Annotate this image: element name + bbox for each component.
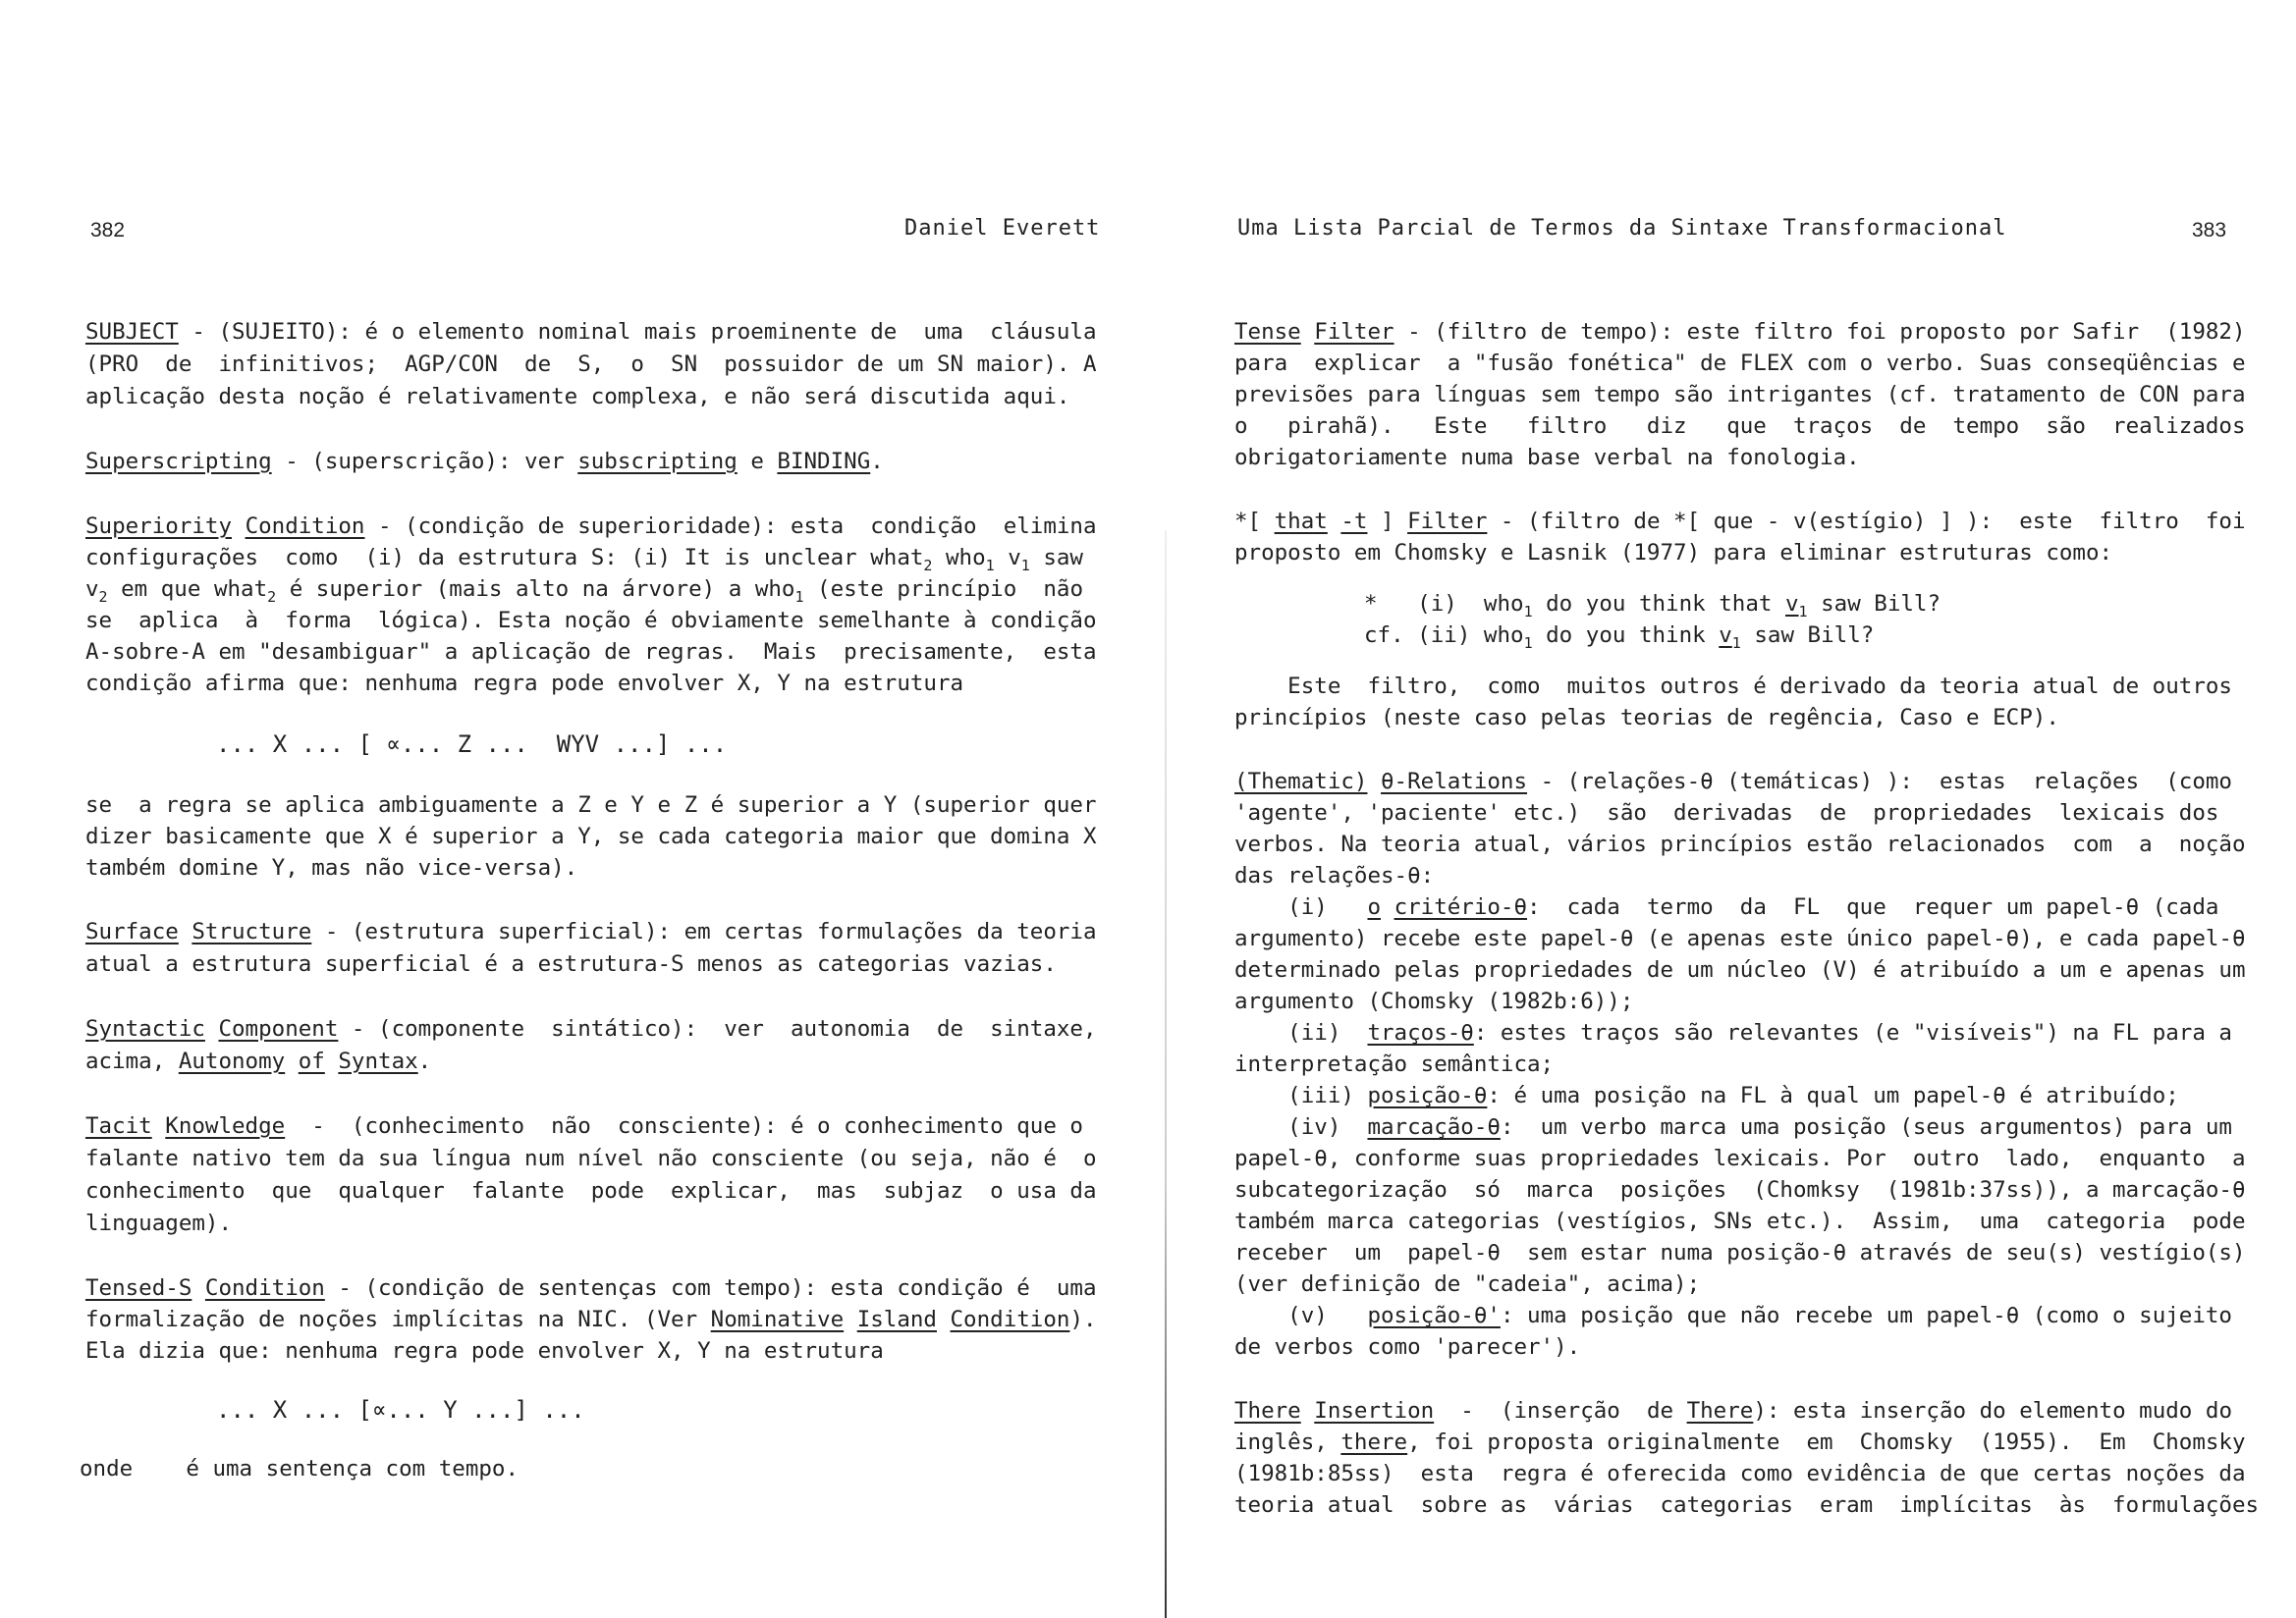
example-ii: cf. (ii) who$_1$ do you think $v_1$ saw Bill? [1364,622,1875,652]
entry-tacit-knowledge: Tacit Knowledge - (conhecimento não consciente): é o conhecimento que o falante nativo tem da sua língua num nível não consciente (ou seja, não é o conhecimento que qualquer falante pode explicar, mas subjaz o usa da linguagem). [85,1113,1097,1236]
cross-reference: Syntax [338,1049,418,1074]
term: Tensed-S [85,1275,192,1301]
term: Tacit [85,1113,152,1139]
term: (Thematic) [1234,769,1368,794]
entry-that-t-filter: *[ that -t ] Filter - (filtro de *[ que - v(estígio) ] ): este filtro foi proposto em Chomsky e Lasnik (1977) para eliminar estruturas como: * (i) who$_1$ do you think that $v_1$ saw Bill? cf. (ii) who$_1$ do you think $v_1$ saw Bill? Este filtro, como muitos outros é derivado da teoria atual de outros princípios (neste caso pelas teorias de regência, Caso e ECP). [1234,506,2259,733]
formula: ... X ... [∝... Y ...] ... [216,1396,585,1424]
theta-item-i: (i) o critério-θ: cada termo da FL que requer um papel-θ (cada [1234,894,2219,920]
glossary-entries-right [1234,316,2259,1553]
term: Superiority [85,513,233,539]
term: Superscripting [85,449,272,474]
term: -t [1340,509,1368,534]
term: Insertion [1314,1398,1435,1424]
term: Knowledge [165,1113,286,1139]
term: that [1274,509,1328,534]
cross-reference: Island [856,1307,937,1332]
entry-superscripting: Superscripting - (superscrição): ver subscripting e BINDING. [85,449,884,474]
entry-superiority-condition: Superiority Condition - (condição de superioridade): esta condição elimina configurações como (i) da estrutura S: (i) It is unclear what$_2$ who$_1$ $v_1$ saw $v_2$ em que what$_2$ é superior (mais alto na árvore) a who$_1$ (este princípio não se aplica à forma lógica). Esta noção é obviamente semelhante à condição A-sobre-A em "desambiguar" a aplicação de regras. Mais precisamente, esta condição afirma que: nenhuma regra pode envolver X, Y na estrutura ... X ... [ ∝... Z ... WYV ...] ... se a regra se aplica ambiguamente a Z e Y e Z é superior a Y (superior quer dizer basicamente que X é superior a Y, se cada categoria maior que domina X também domine Y, mas não vice-versa). [85,513,1097,881]
term: Condition [204,1275,325,1301]
term: traços-θ [1367,1020,1474,1046]
theta-item-v: (v) posição-θ': uma posição que não recebe um papel-θ (como o sujeito [1234,1303,2232,1328]
term: Component [218,1016,339,1042]
entry-subject: SUBJECT - (SUJEITO): é o elemento nominal mais proeminente de uma cláusula (PRO de infinitivos; AGP/CON de S, o SN possuidor de um SN maior). A aplicação desta noção é relativamente complexa, e não será discutida aqui. [85,319,1097,409]
term: Filter [1407,509,1488,534]
running-head-left: Daniel Everett [904,216,1101,241]
cross-reference: Autonomy [178,1049,286,1074]
cross-reference: Nominative [710,1307,845,1332]
entry-tense-filter: Tense Filter - (filtro de tempo): este filtro foi proposto por Safir (1982) para explicar a "fusão fonética" de FLEX com o verbo. Suas conseqüências e previsões para línguas sem tempo são intrigantes (cf. tratamento de CON para o pirahã). Este filtro diz que traços de tempo são realizados obrigatoriamente numa base verbal na fonologia. [1234,319,2246,470]
example-i: * (i) who$_1$ do you think that $v_1$ saw Bill? [1364,591,1941,620]
theta-item-iii: (iii) posição-θ: é uma posição na FL à qual um papel-θ é atribuído; [1234,1083,2179,1108]
term: marcação-θ [1367,1114,1501,1140]
entry-there-insertion: There Insertion - (inserção de There): esta inserção do elemento mudo do inglês, there, foi proposta originalmente em Chomsky (1955). Em Chomsky (1981b:85ss) esta regra é oferecida como evidência de que certas noções da teoria atual sobre as várias categorias eram implícitas às formulações [1234,1398,2260,1518]
term: SUBJECT [85,319,179,345]
term: Tense [1234,319,1301,345]
running-head-right: Uma Lista Parcial de Termos da Sintaxe Transformacional [1237,216,2007,241]
term: Surface [85,919,179,944]
term: posição-θ [1367,1083,1488,1108]
formula: ... X ... [ ∝... Z ... WYV ...] ... [216,730,728,758]
cross-reference: subscripting [577,449,738,474]
page-number-right: 383 [2192,219,2227,242]
entry-surface-structure: Surface Structure - (estrutura superficial): em certas formulações da teoria atual a estrutura superficial é a estrutura-S menos as categorias vazias. [85,919,1097,977]
entry-syntactic-component: Syntactic Component - (componente sintático): ver autonomia de sintaxe, acima, Autonomy of Syntax. [85,1016,1097,1074]
term: critério-θ [1394,894,1528,920]
page-number-left: 382 [90,219,126,242]
cross-reference: there [1340,1429,1408,1455]
right-page [1148,0,2296,1618]
term: Syntactic [85,1016,205,1042]
cross-reference: BINDING [777,449,871,474]
cross-reference: Condition [950,1307,1070,1332]
term: θ-Relations [1381,769,1528,794]
cross-reference: of [298,1049,325,1074]
cross-reference: There [1686,1398,1754,1424]
theta-item-iv: (iv) marcação-θ: um verbo marca uma posição (seus argumentos) para um [1234,1114,2232,1140]
term: posição-θ' [1367,1303,1501,1328]
term: Filter [1314,319,1394,345]
term: There [1234,1398,1301,1424]
term: Condition [245,513,365,539]
term: Structure [191,919,312,944]
theta-item-ii: (ii) traços-θ: estes traços são relevantes (e "visíveis") na FL para a [1234,1020,2232,1046]
entry-tensed-s-condition: Tensed-S Condition - (condição de sentenças com tempo): esta condição é uma formalização de noções implícitas na NIC. (Ver Nominative Island Condition). Ela dizia que: nenhuma regra pode envolver X, Y na estrutura ... X ... [∝... Y ...] ... onde é uma sentença com tempo. [80,1275,1097,1482]
entry-thematic-relations: (Thematic) θ-Relations - (relações-θ (temáticas) ): estas relações (como 'agente', 'paciente' etc.) são derivadas de propriedades lexicais dos verbos. Na teoria atual, vários princípios estão relacionados com a noção das relações-θ: (i) o critério-θ: cada termo da FL que requer um papel-θ (cada argumento) recebe este papel-θ (e apenas este único papel-θ), e cada papel-θ determinado pelas propriedades de um núcleo (V) é atribuído a um e apenas um argumento (Chomsky (1982b:6)); (ii) traços-θ: estes traços são relevantes (e "visíveis") na FL para a interpretação semântica; (iii) posição-θ: é uma posição na FL à qual um papel-θ é atribuído; (iv) marcação-θ: um verbo marca uma posição (seus argumentos) para um papel-θ, conforme suas propriedades lexicais. Por outro lado, enquanto a subcategorização só marca posições (Chomksy (1981b:37ss)), a marcação-θ também marca categorias (vestígios, SNs etc.). Assim, uma categoria pode receber um papel-θ sem estar numa posição-θ através de seu(s) vestígio(s) (ver definição de "cadeia", acima); (v) posição-θ': uma posição que não recebe um papel-θ (como o sujeito de verbos como 'parecer'). [1234,766,2259,1363]
glossary-entries-left [80,316,1097,1517]
